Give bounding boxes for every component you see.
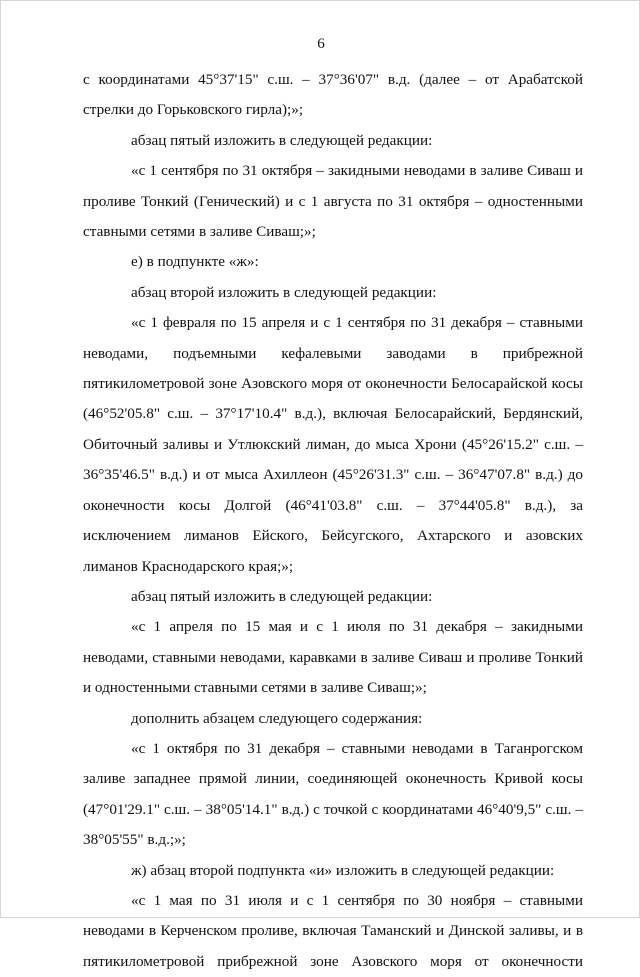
paragraph-instruction: абзац второй изложить в следующей редакции: <box>131 283 437 301</box>
paragraph-quoted-text: «с 1 февраля по 15 апреля и с 1 сентября по 31 декабря – ставными неводами, подъемными кефалевыми заводами в прибрежной пятикилометровой зоне Азовского моря от оконечности Белосарайской косы (46°52'05.8" с.ш. – 37°17'10.4" в.д.), включая Белосарайский, Бердянский, Обиточный заливы и Утлюкский лиман, до мыса Хрони (45°26'15.2" с.ш. – 36°35'46.5" в.д.) и от мыса Ахиллеон (45°26'31.3" с.ш. – 36°47'07.8" в.д.) до оконечности косы Долгой (46°41'03.8" с.ш. – 37°44'05.8" в.д.), за исключением лиманов Ейского, Бейсугского, Ахтарского и азовских лиманов Краснодарского края;»; <box>83 314 583 575</box>
paragraph-quoted-text: «с 1 сентября по 31 октября – закидными неводами в заливе Сиваш и проливе Тонкий (Генический) и с 1 августа по 31 октября – одностенными ставными сетями в заливе Сиваш;»; <box>83 162 583 241</box>
document-body <box>83 65 583 977</box>
paragraph-quoted-text: «с 1 апреля по 15 мая и с 1 июля по 31 декабря – закидными неводами, ставными неводами, каравками в заливе Сиваш и проливе Тонкий и одностенными ставными сетями в заливе Сиваш;»; <box>83 618 583 697</box>
paragraph-coordinates-continuation: с координатами 45°37'15" с.ш. – 37°36'07" в.д. (далее – от Арабатской стрелки до Горьковского гирла);»; <box>83 71 583 119</box>
paragraph-instruction: абзац пятый изложить в следующей редакции: <box>131 587 433 605</box>
page-number: 6 <box>317 36 325 52</box>
paragraph-quoted-text: «с 1 октября по 31 декабря – ставными неводами в Таганрогском заливе западнее прямой линии, соединяющей оконечность Кривой косы (47°01'29.1" с.ш. – 38°05'14.1" в.д.) с точкой с координатами 46°40'9,5" с.ш. – 38°05'55" в.д.;»; <box>83 739 583 849</box>
paragraph-subitem-heading: ж) абзац второй подпункта «и» изложить в следующей редакции: <box>131 861 555 879</box>
paragraph-subitem-heading: е) в подпункте «ж»: <box>131 253 259 271</box>
paragraph-quoted-text: «с 1 мая по 31 июля и с 1 сентября по 30 ноября – ставными неводами в Керченском проливе, включая Таманский и Динской заливы, и в пятикилометровой прибрежной зоне Азовского моря от оконечности <box>83 891 583 970</box>
paragraph-instruction: абзац пятый изложить в следующей редакции: <box>131 131 433 149</box>
paragraph-instruction: дополнить абзацем следующего содержания: <box>131 709 423 727</box>
